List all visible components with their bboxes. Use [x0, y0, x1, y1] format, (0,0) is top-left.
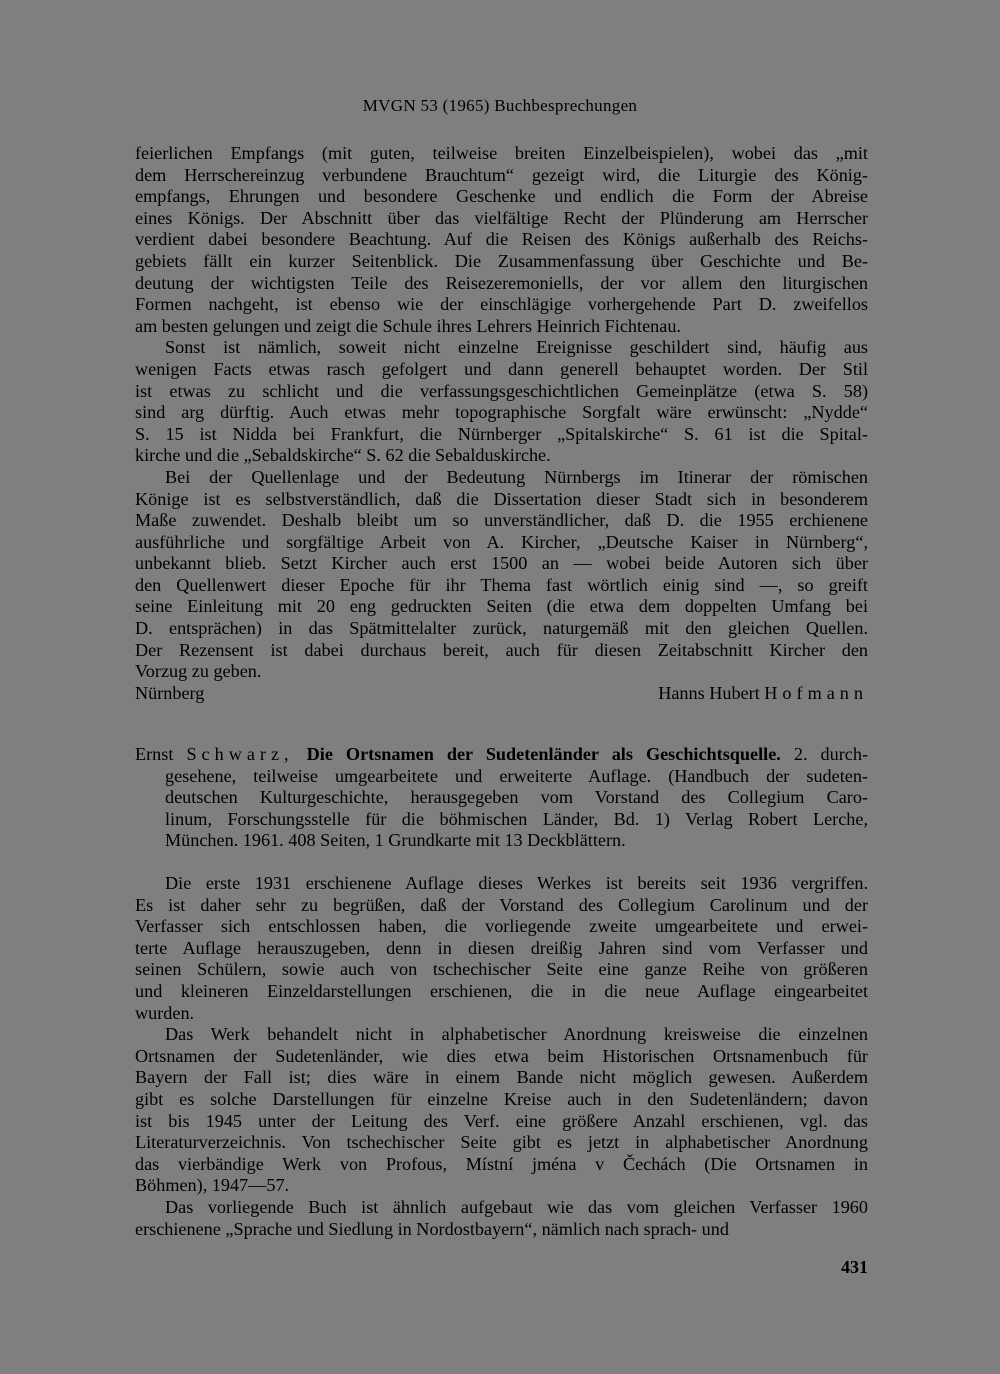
biblio-line: München. 1961. 408 Seiten, 1 Grundkarte mit 13 Deckblättern.: [165, 830, 626, 851]
edition-note: 2. durch-: [793, 744, 869, 764]
text-line: ausführliche und sorgfältige Arbeit von A. Kircher, „Deutsche Kaiser in Nürnberg“,: [135, 531, 868, 552]
text-line: terte Auflage herauszugeben, denn in diesen dreißig Jahren sind vom Verfasser und: [135, 937, 868, 958]
text-line: Könige ist es selbstverständlich, daß die Dissertation dieser Stadt sich in besonderem: [135, 488, 868, 509]
text-line: Vorzug zu geben.: [135, 661, 262, 682]
reviewer-last-name: Hofmann: [764, 682, 868, 703]
text-line: Bayern der Fall ist; dies wäre in einem Bande nicht möglich gewesen. Außerdem: [135, 1067, 868, 1088]
running-head: MVGN 53 (1965) Buchbesprechungen: [362, 96, 638, 115]
text-line: ist bis 1945 unter der Leitung des Verf. eine größere Anzahl erschienen, vgl. das: [135, 1110, 868, 1131]
text-line: Maße zuwendet. Deshalb bleibt um so unverständlicher, daß D. die 1955 erchienene: [135, 510, 868, 531]
text-line: kirche und die „Sebaldskirche“ S. 62 die Sebalduskirche.: [135, 445, 551, 466]
text-line: Formen nachgeht, ist ebenso wie der einschlägige vorhergehende Part D. zweifellos: [135, 294, 868, 315]
reviewer-name: [658, 683, 868, 705]
text-line: feierlichen Empfangs (mit guten, teilweise breiten Einzelbeispielen), wobei das „mit: [135, 143, 868, 163]
bibliographic-entry: [135, 744, 868, 852]
text-line: sind arg dürftig. Auch etwas mehr topographische Sorgfalt wäre erwünscht: „Nydde“: [135, 402, 868, 423]
biblio-line: deutschen Kulturgeschichte, herausgegeben vom Vorstand des Collegium Caro-: [165, 787, 868, 808]
text-line: Sonst ist nämlich, soweit nicht einzelne Ereignisse geschildert sind, häufig aus: [165, 337, 868, 358]
text-line: am besten gelungen und zeigt die Schule ihres Lehrers Heinrich Fichtenau.: [135, 315, 681, 336]
text-line: und kleineren Einzeldarstellungen erschienen, die in die neue Auflage eingearbeitet: [135, 980, 868, 1001]
signature-line: [135, 683, 868, 705]
text-line: Bei der Quellenlage und der Bedeutung Nürnbergs im Itinerar der römischen: [165, 466, 868, 487]
text-line: seinen Schülern, sowie auch von tschechischer Seite eine ganze Reihe von größeren: [135, 959, 868, 980]
biblio-line: linum, Forschungsstelle für die böhmischen Länder, Bd. 1) Verlag Robert Lerche,: [165, 808, 868, 829]
text-line: S. 15 ist Nidda bei Frankfurt, die Nürnberger „Spitalskirche“ S. 61 ist die Spital-: [135, 423, 868, 444]
text-line: den Quellenwert dieser Epoche für ihr Thema fast wörtlich einig sind —, so greift: [135, 574, 868, 595]
text-line: gebiets fällt ein kurzer Seitenblick. Die Zusammenfassung über Geschichte und Be-: [135, 250, 868, 271]
text-line: Literaturverzeichnis. Von tschechischer Seite gibt es jetzt in alphabetischer Anordnung: [135, 1132, 868, 1153]
text-line: D. entsprächen) in das Spätmittelalter zurück, naturgemäß mit den gleichen Quellen.: [135, 618, 868, 639]
book-title: Die Ortsnamen der Sudetenländer als Geschichtsquelle.: [306, 744, 781, 764]
text-line: Ortsnamen der Sudetenländer, wie dies etwa beim Historischen Ortsnamenbuch für: [135, 1045, 868, 1066]
text-line: verdient dabei besondere Beachtung. Auf die Reisen des Königs außerhalb des Reichs-: [135, 229, 868, 250]
text-line: Böhmen), 1947—57.: [135, 1175, 290, 1196]
biblio-line: gesehene, teilweise umgearbeitete und erweiterte Auflage. (Handbuch der sudeten-: [165, 765, 868, 786]
text-line: Der Rezensent ist dabei durchaus bereit, auch für diesen Zeitabschnitt Kircher den: [135, 639, 868, 660]
review-section-2: [135, 873, 868, 1240]
text-line: wurden.: [135, 1002, 195, 1023]
text-line: erschienene „Sprache und Siedlung in Nordostbayern“, nämlich nach sprach- und: [135, 1218, 729, 1239]
reviewer-first-name: Hanns Hubert: [658, 682, 760, 703]
text-line: wenigen Facts etwas rasch gefolgert und dann generell behauptet worden. Der Stil: [135, 358, 868, 379]
text-line: das vierbändige Werk von Profous, Místní jména v Čechách (Die Ortsnamen in: [135, 1153, 868, 1174]
text-line: deutung der wichtigsten Teile des Reisezeremoniells, der vor allem den liturgischen: [135, 272, 868, 293]
text-line: Verfasser sich entschlossen haben, die vorliegende zweite umgearbeitete und erwei-: [135, 916, 868, 937]
author-last-name: Schwarz,: [186, 744, 294, 764]
review-place: Nürnberg: [135, 682, 205, 703]
text-line: eines Königs. Der Abschnitt über das vielfältige Recht der Plünderung am Herrscher: [135, 207, 868, 228]
text-line: seine Einleitung mit 20 eng gedruckten Seiten (die etwa dem doppelten Umfang bei: [135, 596, 868, 617]
review-section-1: [135, 143, 868, 704]
text-line: Das Werk behandelt nicht in alphabetischer Anordnung kreisweise die einzelnen: [165, 1024, 868, 1045]
author-first-name: Ernst: [135, 744, 174, 764]
text-line: unbekannt blieb. Setzt Kircher auch erst 1500 an — wobei beide Autoren sich über: [135, 553, 868, 574]
text-line: Das vorliegende Buch ist ähnlich aufgebaut wie das vom gleichen Verfasser 1960: [165, 1196, 868, 1217]
page-number: 431: [841, 1257, 868, 1277]
text-line: gibt es solche Darstellungen für einzelne Kreise auch in den Sudetenländern; davon: [135, 1088, 868, 1109]
text-line: empfangs, Ehrungen und besondere Geschenke und endlich die Form der Abreise: [135, 186, 868, 207]
text-line: ist etwas zu schlicht und die verfassungsgeschichtlichen Gemeinplätze (etwa S. 58): [135, 380, 868, 401]
biblio-first-line: [135, 744, 868, 766]
text-line: Es ist daher sehr zu begrüßen, daß der Vorstand des Collegium Carolinum und der: [135, 894, 868, 915]
text-line: Die erste 1931 erschienene Auflage dieses Werkes ist bereits seit 1936 vergriffen.: [165, 873, 868, 893]
text-line: dem Herrschereinzug verbundene Brauchtum“ gezeigt wird, die Liturgie des König-: [135, 164, 868, 185]
